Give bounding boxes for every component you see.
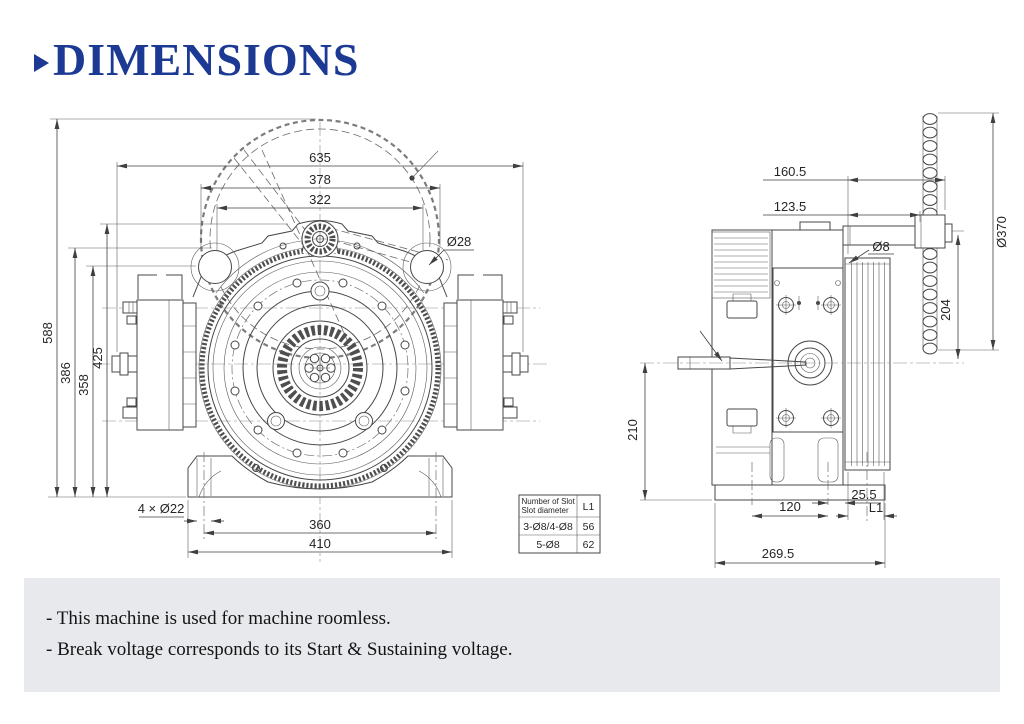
notes-box: [24, 578, 1000, 692]
table-cell-r2c2: 62: [582, 539, 595, 551]
dim-269-5: 269.5: [761, 546, 795, 561]
page-title: DIMENSIONS: [53, 34, 360, 85]
shaft: [678, 331, 832, 385]
dim-322: 322: [309, 192, 331, 207]
dim-120: 120: [779, 499, 801, 514]
dim-foot-holes: 4 × Ø22: [137, 501, 185, 516]
sheave-grooves: [845, 258, 890, 470]
slot-table: [519, 495, 600, 553]
dim-rope-dia: Ø8: [872, 239, 890, 254]
side-view: [625, 113, 1009, 568]
dim-410: 410: [309, 536, 331, 551]
dim-358: 358: [76, 374, 91, 396]
brake-left: [112, 275, 196, 430]
note-break-voltage: - Break voltage corresponds to its Start & Sustaining voltage.: [46, 639, 513, 660]
dim-360: 360: [309, 517, 331, 532]
dim-25-5: 25.5: [851, 487, 877, 502]
ear-hole-left: [199, 251, 232, 284]
dim-425: 425: [90, 347, 105, 369]
table-header-line2: Slot diameter: [521, 506, 569, 515]
dim-635: 635: [309, 150, 331, 165]
side-body: [712, 230, 843, 485]
dim-204: 204: [938, 299, 953, 321]
brake-right: [444, 275, 528, 430]
table-cell-r2c1: 5-Ø8: [536, 539, 560, 551]
dim-123-5: 123.5: [773, 199, 807, 214]
top-pulley: [302, 221, 338, 257]
table-header-l1: L1: [582, 501, 595, 513]
dim-210: 210: [625, 419, 640, 441]
front-view: [40, 119, 548, 562]
dim-588: 588: [40, 322, 55, 344]
dim-160-5: 160.5: [773, 164, 807, 179]
dim-l1: L1: [868, 500, 884, 515]
table-header-line1: Number of Slot: [521, 497, 575, 506]
table-cell-r1c1: 3-Ø8/4-Ø8: [523, 521, 573, 533]
table-cell-r1c2: 56: [582, 521, 595, 533]
dim-378: 378: [309, 172, 331, 187]
dim-386: 386: [58, 362, 73, 384]
dim-370: Ø370: [994, 216, 1009, 248]
dim-ear-hole: Ø28: [446, 234, 472, 249]
note-machine-roomless: - This machine is used for machine roomless.: [46, 608, 391, 629]
